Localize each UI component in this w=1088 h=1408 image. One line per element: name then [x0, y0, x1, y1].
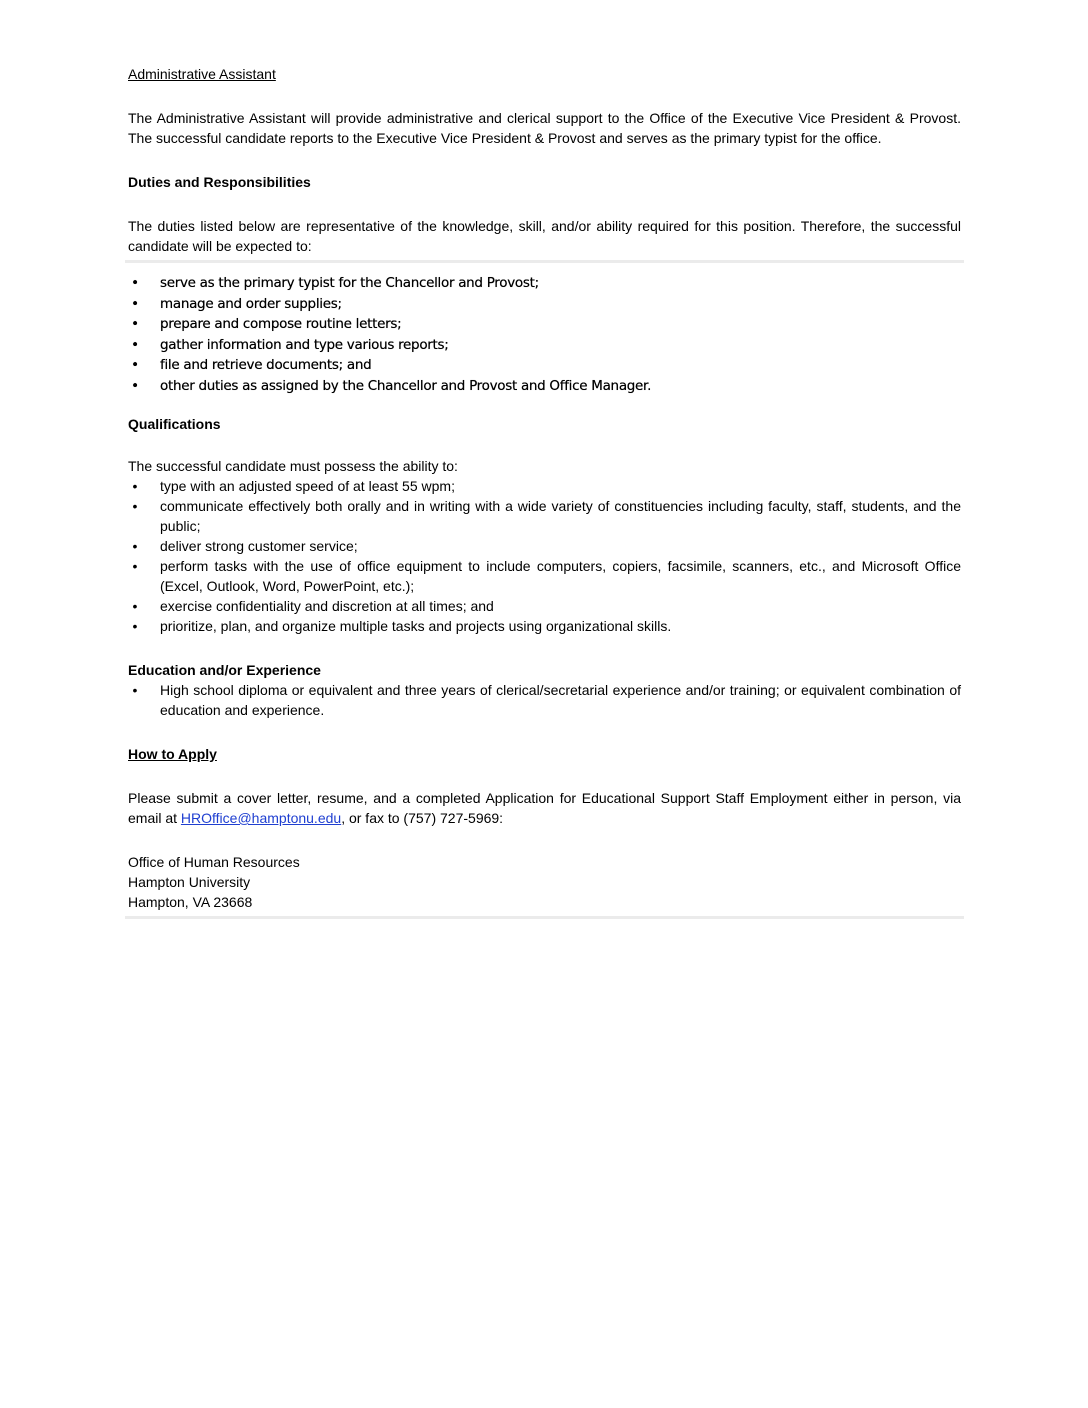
apply-paragraph	[128, 788, 961, 828]
bullet-icon: •	[131, 336, 139, 353]
qualification-text: exercise confidentiality and discretion at all times; and	[160, 598, 494, 614]
duty-text: manage and order supplies;	[160, 295, 342, 312]
list-item	[128, 335, 961, 356]
list-item	[128, 376, 961, 397]
duty-text: file and retrieve documents; and	[160, 357, 372, 373]
bullet-icon: •	[132, 598, 138, 614]
bullet-icon: •	[131, 275, 139, 291]
address-office: Office of Human Resources	[128, 854, 300, 870]
duties-intro: The duties listed below are representative of the knowledge, skill, and/or ability required for this position. Therefore, the successful candidate will be expected to:	[128, 218, 961, 254]
bullet-icon: •	[131, 377, 139, 394]
job-posting	[128, 64, 961, 919]
document-title: Administrative Assistant	[128, 66, 276, 82]
bullet-icon: •	[132, 538, 138, 554]
list-item	[128, 273, 961, 294]
qualifications-heading: Qualifications	[128, 416, 221, 432]
list-item	[128, 596, 961, 616]
qualification-text: prioritize, plan, and organize multiple tasks and projects using organizational skills.	[160, 618, 672, 634]
qualification-text: communicate effectively both orally and in writing with a wide variety of constituencies including faculty, staff, students, and the public;	[160, 498, 961, 534]
hr-email-link[interactable]: HROffice@hamptonu.edu	[180, 810, 342, 826]
list-item	[128, 616, 961, 636]
list-item	[128, 536, 961, 556]
duty-text: other duties as assigned by the Chancellor and Provost and Office Manager.	[160, 377, 652, 394]
bullet-icon: •	[132, 478, 138, 494]
list-item	[128, 314, 961, 335]
qualification-text: perform tasks with the use of office equipment to include computers, copiers, facsimile, scanners, etc., and Microsoft Office (Excel, Outlook, Word, PowerPoint, etc.);	[160, 558, 961, 594]
bullet-icon: •	[132, 498, 138, 514]
education-list	[128, 680, 961, 720]
footer-divider	[125, 916, 964, 919]
bullet-icon: •	[132, 618, 138, 634]
duty-text: prepare and compose routine letters;	[160, 316, 402, 332]
duty-text: gather information and type various reports;	[160, 336, 449, 353]
list-item	[128, 496, 961, 536]
duty-text: serve as the primary typist for the Chancellor and Provost;	[160, 275, 539, 291]
list-item	[128, 355, 961, 376]
list-item	[128, 680, 961, 720]
duties-heading: Duties and Responsibilities	[128, 174, 311, 190]
apply-text-before: Please submit a cover letter, resume, and a completed Application for Educational Support Staff Employment either in person, via email at	[128, 790, 961, 826]
list-item	[128, 476, 961, 496]
apply-text-after: , or fax to (757) 727-5969:	[341, 810, 504, 826]
list-item	[128, 294, 961, 315]
qualification-text: type with an adjusted speed of at least 55 wpm;	[160, 478, 455, 494]
qualifications-list	[128, 476, 961, 636]
bullet-icon: •	[131, 316, 139, 332]
bullet-icon: •	[132, 682, 138, 698]
how-to-apply-heading: How to Apply	[128, 746, 217, 762]
bullet-icon: •	[131, 295, 139, 312]
bullet-icon: •	[132, 558, 138, 574]
qualifications-intro: The successful candidate must possess the ability to:	[128, 458, 458, 474]
education-heading: Education and/or Experience	[128, 662, 321, 678]
list-item	[128, 556, 961, 596]
address-city: Hampton, VA 23668	[128, 894, 253, 910]
bullet-icon: •	[131, 357, 139, 373]
intro-paragraph: The Administrative Assistant will provide administrative and clerical support to the Office of the Executive Vice President & Provost. The successful candidate reports to the Executive Vice President & Provost and serves as the primary typist for the office.	[128, 110, 961, 146]
address-university: Hampton University	[128, 874, 251, 890]
education-text: High school diploma or equivalent and three years of clerical/secretarial experience and/or training; or equivalent combination of education and experience.	[160, 682, 961, 718]
qualification-text: deliver strong customer service;	[160, 538, 358, 554]
duties-list	[128, 273, 961, 396]
